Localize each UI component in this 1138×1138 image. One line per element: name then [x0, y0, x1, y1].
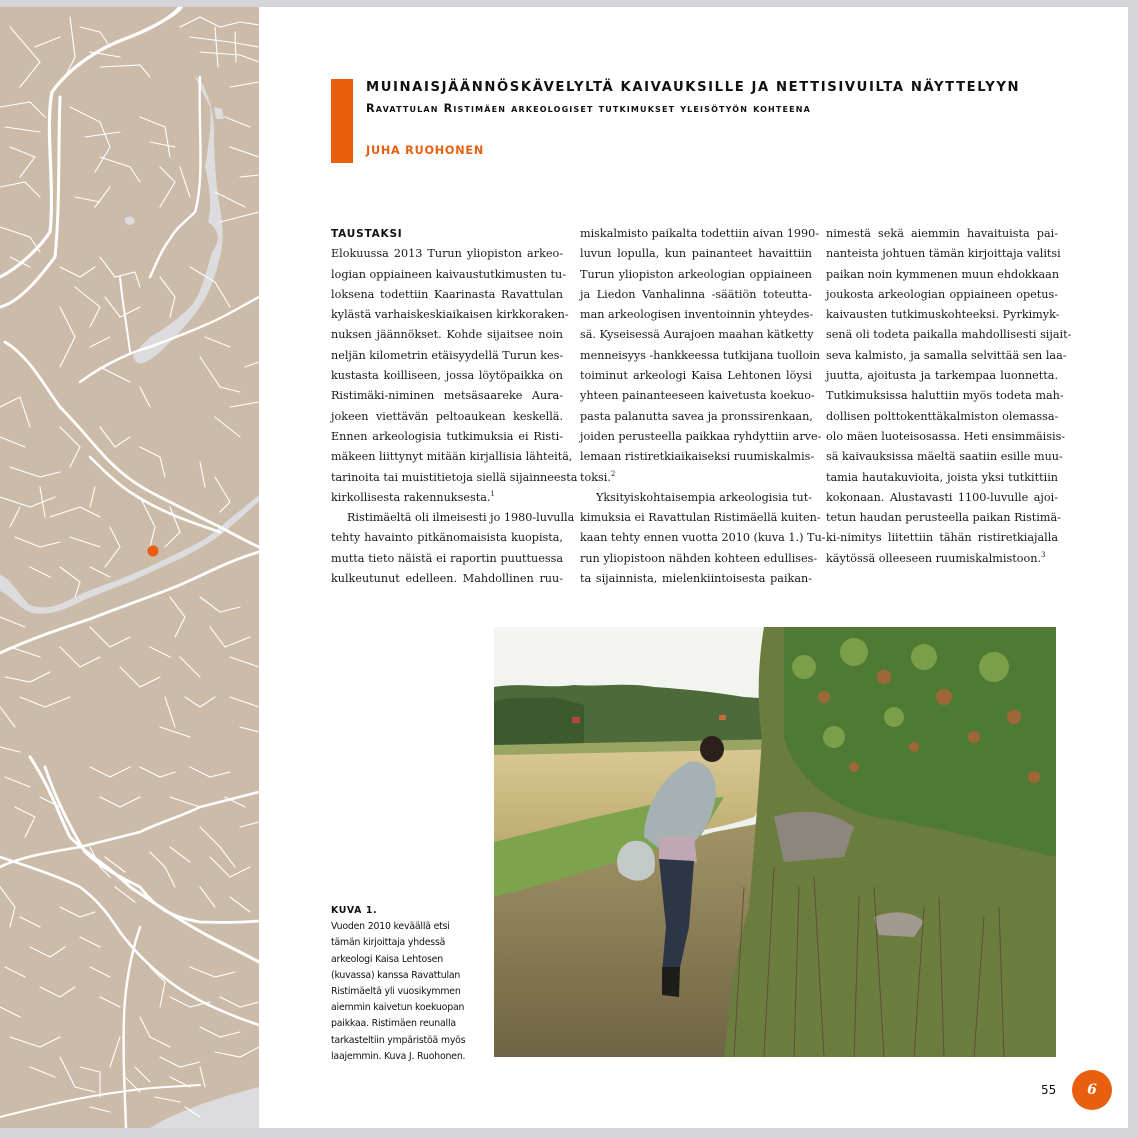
- text-line: seva kalmisto, ja samalla selvittää sen laa-: [826, 348, 1067, 362]
- footnote-ref[interactable]: 3: [1040, 550, 1046, 559]
- text-line: tarinoita tai muistitietoja siellä sijainneesta: [331, 470, 578, 484]
- figure-caption: [331, 903, 481, 1065]
- text-line: paikan noin kymmenen muun ehdokkaan: [826, 267, 1060, 281]
- article-author: JUHA RUOHONEN: [366, 144, 485, 157]
- caption-line: (kuvassa) kanssa Ravattulan: [331, 969, 461, 981]
- caption-line: tämän kirjoittaja yhdessä: [331, 937, 446, 949]
- text-line: sä kaivauksissa mäeltä saatiin esille muu-: [826, 450, 1063, 464]
- text-line-content: toksi.: [580, 470, 611, 484]
- location-map: [0, 7, 259, 1128]
- text-line: senä oli todeta paikalla mahdollisesti sijait-: [826, 328, 1072, 342]
- text-line: kimuksia ei Ravattulan Ristimäellä kuiten-: [580, 511, 821, 525]
- text-column-3: [826, 224, 1072, 569]
- text-line: jokeen viettävän peltoaukean keskellä.: [331, 409, 563, 423]
- text-line: kulkeutunut edelleen. Mahdollinen ruu-: [331, 572, 563, 586]
- text-line: nuksen jäännökset. Kohde sijaitsee noin: [331, 328, 563, 342]
- text-line: Elokuussa 2013 Turun yliopiston arkeo-: [331, 247, 563, 261]
- text-line: mutta tieto näistä ei raportin puuttuessa: [331, 551, 563, 565]
- caption-line: paikkaa. Ristimäen reunalla: [331, 1018, 456, 1030]
- text-line: [826, 549, 1058, 569]
- text-line: Ristimäki-niminen metsäsaareke Aura-: [331, 389, 563, 403]
- text-line: neljän kilometrin etäisyydellä Turun kes-: [331, 348, 564, 362]
- field-photo: [494, 627, 1056, 1057]
- photo-graphic: [494, 627, 1056, 1057]
- text-line: ja Liedon Vanhalinna -säätiön toteutta-: [580, 287, 812, 301]
- caption-line: laajemmin. Kuva J. Ruohonen.: [331, 1050, 466, 1062]
- text-line: pasta palanutta savea ja pronssirenkaan,: [580, 409, 813, 423]
- text-line: Ennen arkeologisia tutkimuksia ei Risti-: [331, 429, 563, 443]
- text-line: tetun haudan perusteella paikan Ristimä-: [826, 511, 1061, 525]
- caption-line: Vuoden 2010 keväällä etsi: [331, 921, 450, 933]
- text-line: mäkeen liittynyt mitään kirjallisia lähteitä,: [331, 450, 573, 464]
- text-line: tamia hautakuvioita, joista yksi tutkittiin: [826, 470, 1058, 484]
- text-line: dollisen polttokenttäkalmiston olemassa-: [826, 409, 1059, 423]
- text-line-content: kirkollisesta rakennuksesta.: [331, 490, 491, 504]
- page-number: 55: [1041, 1083, 1057, 1097]
- text-line: juutta, ajoitusta ja tarkempaa luonnetta.: [826, 369, 1058, 383]
- map-major-roads: [0, 7, 259, 1128]
- text-line: tehty havainto pitkänomaisista kuopista,: [331, 531, 563, 545]
- chapter-number-badge: 6: [1072, 1070, 1112, 1110]
- text-line: toiminut arkeologi Kaisa Lehtonen löysi: [580, 369, 812, 383]
- caption-line: Ristimäeltä yli vuosikymmen: [331, 986, 461, 998]
- map-graphic: [0, 7, 259, 1128]
- document-page: [0, 7, 1128, 1128]
- text-line: olo mäen luoteisosassa. Heti ensimmäisis-: [826, 429, 1066, 443]
- text-line: joukosta arkeologian oppiaineen opetus-: [826, 287, 1058, 301]
- text-line: kaivausten tutkimuskohteeksi. Pyrkimyk-: [826, 308, 1060, 322]
- text-line: lemaan ristiretkiaikaiseksi ruumiskalmis-: [580, 450, 815, 464]
- footnote-ref[interactable]: 1: [490, 489, 495, 498]
- site-location-marker: [148, 546, 159, 557]
- text-line: ki-nimitys liitettiin tähän ristiretkiajalla: [826, 531, 1058, 545]
- text-line: logian oppiaineen kaivaustutkimusten tu-: [331, 267, 567, 281]
- article-subtitle: Ravattulan Ristimäen arkeologiset tutkimukset yleisötyön kohteena: [366, 102, 811, 115]
- caption-line: arkeologi Kaisa Lehtosen: [331, 953, 443, 965]
- text-line: ta sijainnista, mielenkiintoisesta paikan-: [580, 572, 812, 586]
- title-accent-bar: [331, 79, 353, 163]
- text-line: sä. Kyseisessä Aurajoen maahan kätketty: [580, 328, 814, 342]
- figure-label: KUVA 1.: [331, 905, 378, 916]
- section-heading: TAUSTAKSI: [331, 228, 403, 240]
- text-line: loksena todettiin Kaarinasta Ravattulan: [331, 287, 563, 301]
- caption-line: tarkasteltiin ympäristöä myös: [331, 1034, 466, 1046]
- caption-line: aiemmin kaivetun koekuopan: [331, 1002, 465, 1014]
- article-title: MUINAISJÄÄNNÖSKÄVELYLTÄ KAIVAUKSILLE JA NETTISIVUILTA NÄYTTELYYN: [366, 80, 1021, 95]
- text-line: yhteen painanteeseen kaivetusta koekuo-: [580, 389, 815, 403]
- text-line: Ristimäeltä oli ilmeisesti jo 1980-luvulla: [347, 511, 575, 525]
- text-line: kustasta koilliseen, jossa löytöpaikka on: [331, 369, 563, 383]
- text-column-1: [331, 224, 578, 589]
- text-column-2: [580, 224, 826, 589]
- text-line: joiden perusteella paikkaa ryhdyttiin arve-: [580, 429, 822, 443]
- text-line: kylästä varhaiskeskiaikaisen kirkkoraken-: [331, 308, 569, 322]
- text-line: run yliopistoon nähden kohteen edullises-: [580, 551, 818, 565]
- footnote-ref[interactable]: 2: [610, 469, 616, 478]
- text-line: [580, 468, 812, 488]
- text-line: nanteista johtuen tämän kirjoittaja valitsi: [826, 247, 1061, 261]
- text-line: Tutkimuksissa haluttiin myös todeta mah-: [826, 389, 1064, 403]
- text-line: Turun yliopiston arkeologian oppiaineen: [580, 267, 812, 281]
- text-line: kokonaan. Alustavasti 1100-luvulle ajoi-: [826, 490, 1058, 504]
- text-line: luvun lopulla, kun painanteet havaittiin: [580, 247, 812, 261]
- text-line: miskalmisto paikalta todettiin aivan 1990-: [580, 227, 820, 240]
- text-line: man arkeologisen inventoinnin yhteydes-: [580, 308, 814, 322]
- text-line: kaan tehty ennen vuotta 2010 (kuva 1.) Tu-: [580, 531, 826, 545]
- text-line: Yksityiskohtaisempia arkeologisia tut-: [596, 490, 812, 504]
- text-line: nimestä sekä aiemmin havaituista pai-: [826, 227, 1058, 240]
- text-line: [331, 488, 563, 508]
- text-line-content: käytössä olleeseen ruumiskalmistoon.: [826, 551, 1041, 565]
- text-line: menneisyys -hankkeessa tutkijana tuolloin: [580, 348, 821, 362]
